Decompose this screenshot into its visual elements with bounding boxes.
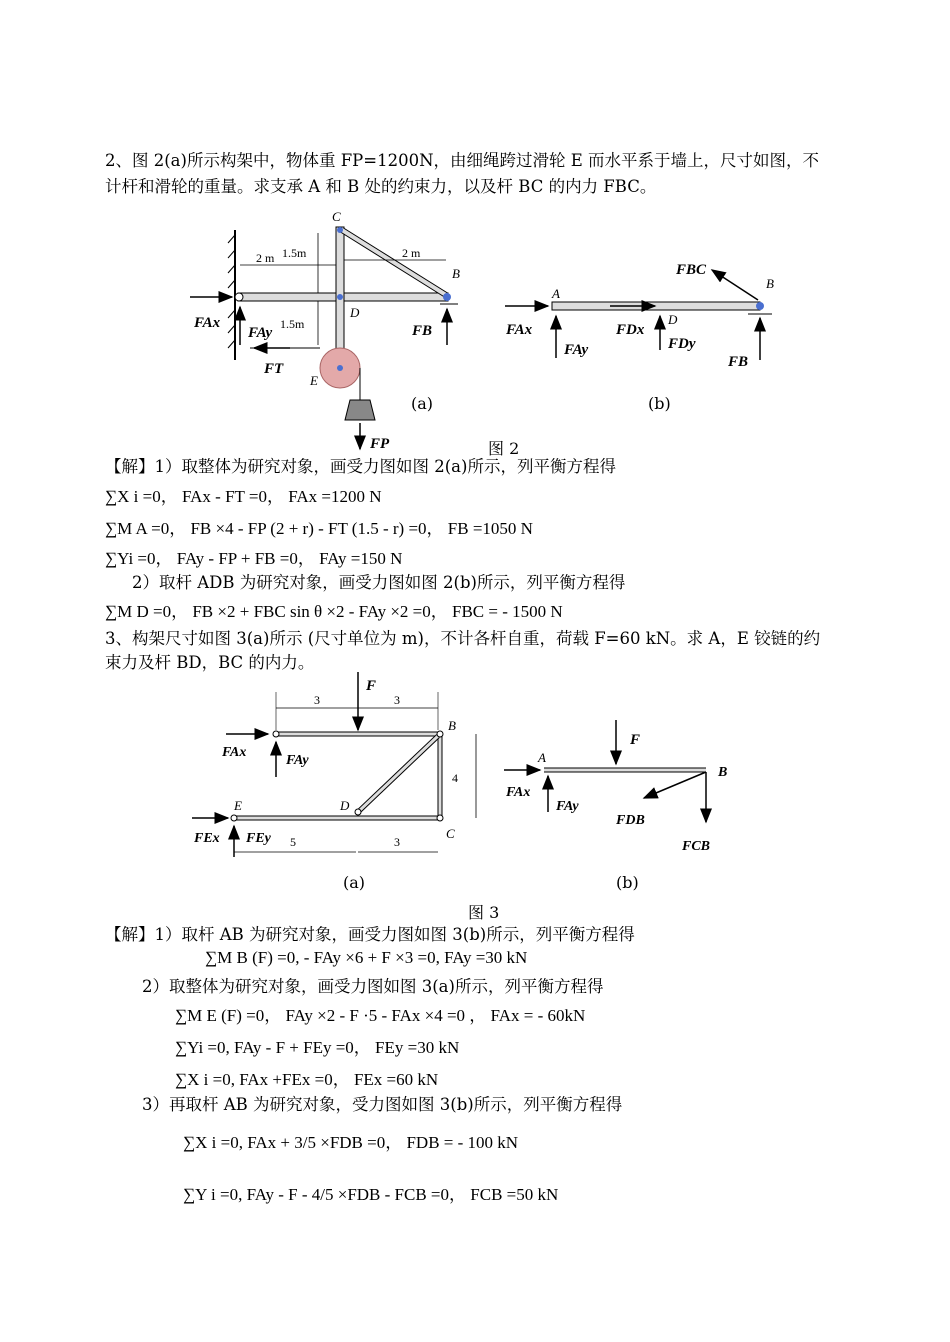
f3a-label-F: F [366, 678, 377, 694]
label-FB: FB [412, 323, 433, 339]
b-label-FDy: FDy [668, 336, 696, 352]
p3-eq4: ∑X i =0, FAx +FEx =0， FEx =60 kN [175, 1070, 439, 1089]
dim-2m-right: 2 m [402, 246, 421, 260]
p2-eq2: ∑M A =0， FB ×4 - FP (2 + r) - FT (1.5 - r) =0， FB =1050 N [105, 519, 533, 538]
f3b-label-FAx: FAx [506, 785, 531, 800]
b-label-A: A [552, 286, 560, 301]
p3-solution-title: 【解】1）取杆 AB 为研究对象，画受力图如图 3(b)所示，列平衡方程得 [105, 925, 635, 944]
f3a-label-FEx: FEx [194, 831, 220, 846]
p2-eq3: ∑Yi =0， FAy - FP + FB =0， FAy =150 N [105, 549, 403, 568]
figure-2b [500, 250, 800, 380]
b-label-FAy: FAy [564, 342, 589, 358]
b-label-B: B [766, 276, 774, 291]
p3-step3: 3）再取杆 AB 为研究对象，受力图如图 3(b)所示，列平衡方程得 [142, 1095, 623, 1114]
p3-eq3: ∑Yi =0, FAy - F + FEy =0， FEy =30 kN [175, 1038, 460, 1057]
f3a-dim3c: 3 [394, 835, 400, 849]
f3a-dim5: 5 [290, 835, 296, 849]
figure-3b [500, 720, 750, 860]
f3a-dim4: 4 [452, 771, 458, 785]
label-E: E [310, 373, 318, 388]
label-B: B [452, 266, 460, 281]
fig3-sub-b: (b) [616, 873, 639, 892]
p3-step2: 2）取整体为研究对象，画受力图如图 3(a)所示，列平衡方程得 [142, 977, 604, 996]
p2-step2: 2）取杆 ADB 为研究对象，画受力图如图 2(b)所示，列平衡方程得 [132, 573, 626, 592]
dim-1.5m-bottom: 1.5m [280, 317, 305, 331]
b-label-D: D [668, 312, 678, 327]
f3b-label-FCB: FCB [682, 839, 711, 854]
p2-solution-title: 【解】1）取整体为研究对象，画受力图如图 2(a)所示，列平衡方程得 [105, 457, 616, 476]
f3b-label-F: F [630, 732, 641, 748]
p2-eq1: ∑X i =0， FAx - FT =0， FAx =1200 N [105, 487, 382, 506]
b-label-FB: FB [728, 354, 749, 370]
fig3-sub-a: (a) [343, 873, 366, 892]
fig3-caption: 图 3 [468, 903, 500, 922]
label-FP: FP [370, 436, 390, 452]
f3a-label-C: C [446, 826, 455, 841]
f3b-label-A: A [538, 750, 546, 765]
f3a-label-D: D [340, 798, 350, 813]
label-D: D [350, 305, 360, 320]
b-label-FBC: FBC [676, 262, 707, 278]
f3a-dim3b: 3 [394, 693, 400, 707]
dim-1.5m-top: 1.5m [282, 246, 307, 260]
f3a-label-FAx: FAx [222, 745, 247, 760]
problem3-line2: 束力及杆 BD，BC 的内力。 [105, 653, 315, 672]
problem2-line1: 2、图 2(a)所示构架中，物体重 FP=1200N，由细绳跨过滑轮 E 而水平系于墙上，尺寸如图，不 [105, 151, 820, 170]
f3b-label-FAy: FAy [556, 799, 579, 814]
dim-2m-left: 2 m [256, 251, 275, 265]
b-label-FDx: FDx [616, 322, 645, 338]
p3-eq5: ∑X i =0, FAx + 3/5 ×FDB =0， FDB = - 100 kN [183, 1133, 519, 1152]
p3-eq1: ∑M B (F) =0, - FAy ×6 + F ×3 =0, FAy =30 kN [205, 948, 528, 967]
label-FAy: FAy [248, 325, 273, 341]
label-FT: FT [264, 361, 284, 377]
b-label-FAx: FAx [506, 322, 533, 338]
f3a-label-B: B [448, 718, 456, 733]
fig2-sub-a: (a) [411, 394, 434, 413]
f3b-label-B: B [718, 765, 728, 780]
label-FAx: FAx [194, 315, 221, 331]
f3a-label-FAy: FAy [286, 753, 309, 768]
problem2-line2: 计杆和滑轮的重量。求支承 A 和 B 处的约束力，以及杆 BC 的内力 FBC。 [105, 177, 657, 196]
p3-eq6: ∑Y i =0, FAy - F - 4/5 ×FDB - FCB =0， FCB =50 kN [183, 1185, 559, 1204]
f3a-dim3a: 3 [314, 693, 320, 707]
label-C: C [332, 209, 341, 224]
fig2-sub-b: (b) [648, 394, 671, 413]
p2-eq4: ∑M D =0， FB ×2 + FBC sin θ ×2 - FAy ×2 =0， FBC = - 1500 N [105, 602, 563, 621]
f3a-label-E: E [234, 798, 242, 813]
problem3-line1: 3、构架尺寸如图 3(a)所示 (尺寸单位为 m)，不计各杆自重，荷载 F=60 kN。求 A，E 铰链的约 [105, 629, 821, 648]
f3b-label-FDB: FDB [616, 813, 645, 828]
fig2-caption: 图 2 [488, 439, 520, 458]
figure-2a [190, 205, 470, 455]
p3-eq2: ∑M E (F) =0， FAy ×2 - F ·5 - FAx ×4 =0 ， FAx = - 60kN [175, 1006, 586, 1025]
figure-3a [190, 672, 490, 862]
f3a-label-FEy: FEy [246, 831, 271, 846]
